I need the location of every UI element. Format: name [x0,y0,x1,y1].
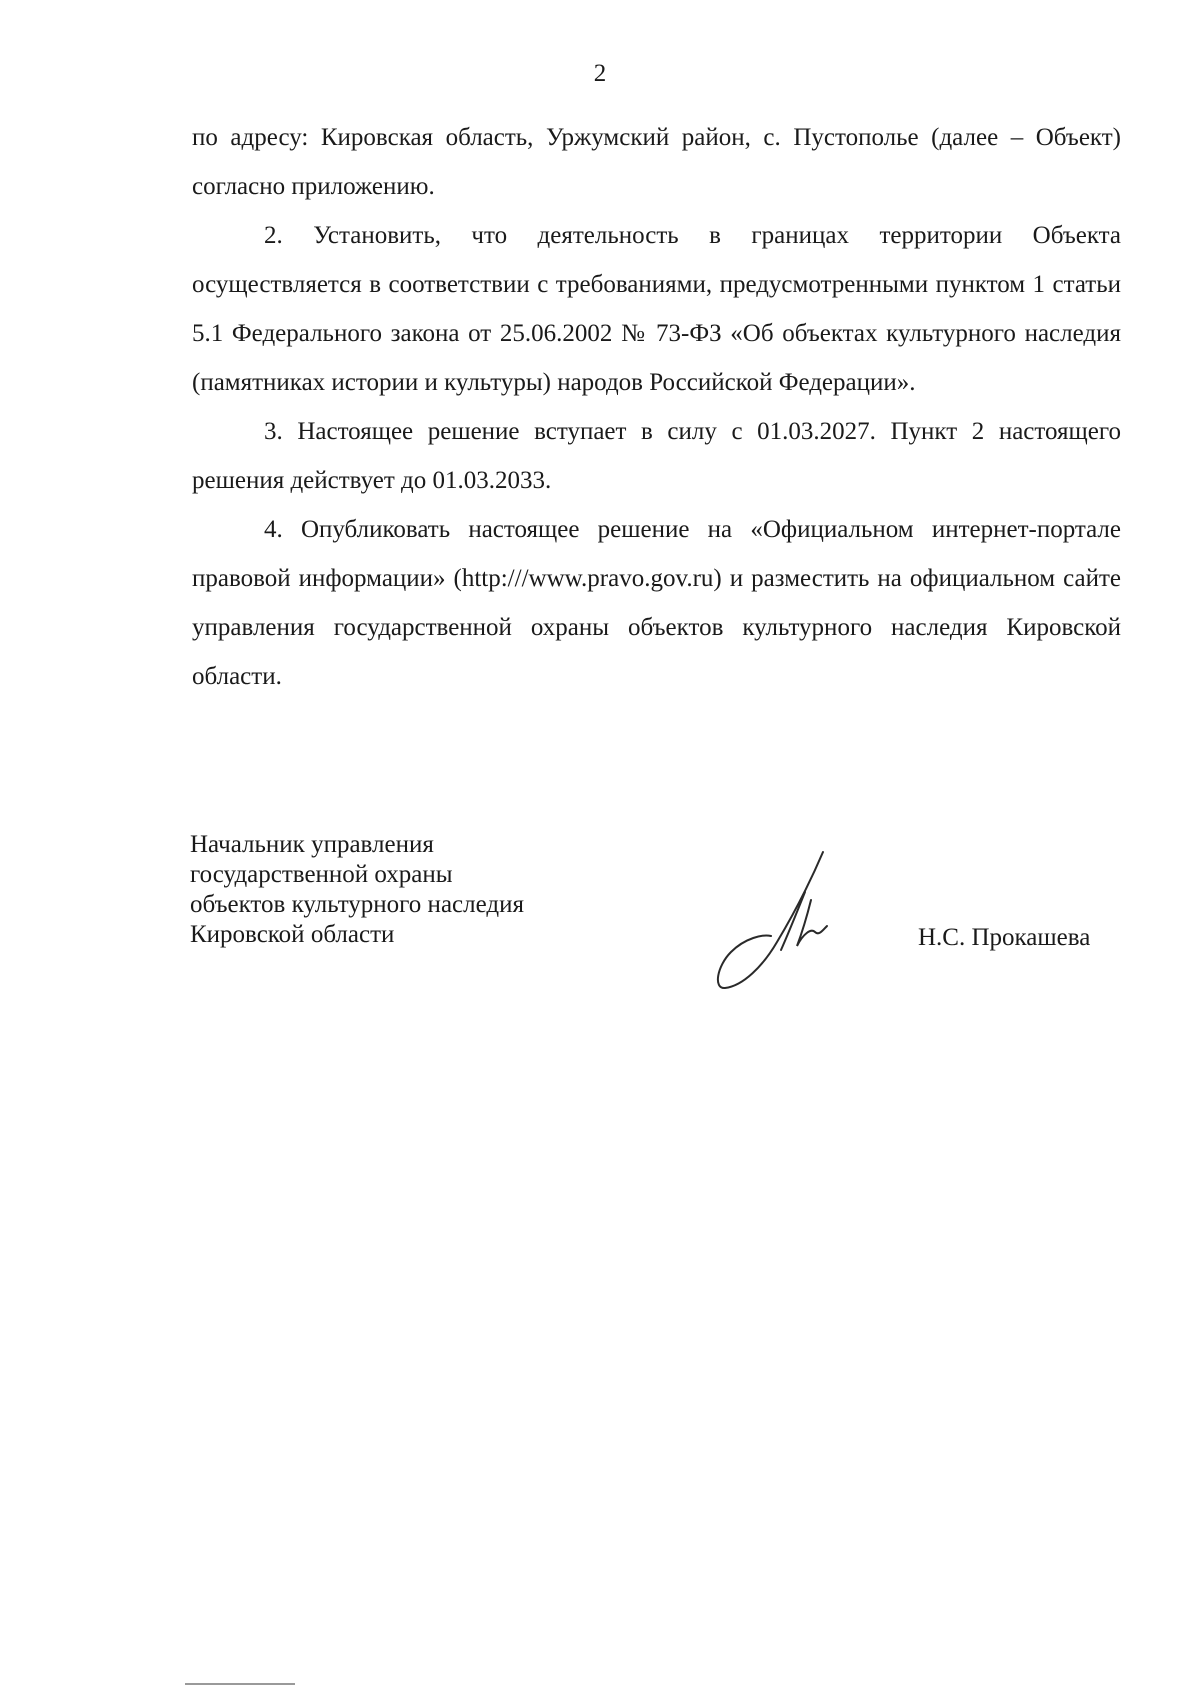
handwritten-signature [715,850,840,990]
signer-name: Н.С. Прокашева [918,924,1091,951]
signatory-title-line: Кировской области [190,921,395,948]
signatory-title [190,830,524,950]
scan-edge-mark [185,1683,295,1688]
signatory-title-line: государственной охраны [190,861,453,888]
document-body [192,113,1121,701]
signatory-title-line: Начальник управления [190,831,434,858]
page-number: 2 [593,60,607,87]
paragraph-address: по адресу: Кировская область, Уржумский район, с. Пустополье (далее – Объект) согласно приложению. [192,124,1121,200]
paragraph-item-3: 3. Настоящее решение вступает в силу с 01.03.2027. Пункт 2 настоящего решения действует до 01.03.2033. [192,418,1121,494]
signatory-title-line: объектов культурного наследия [190,891,524,918]
paragraph-item-2: 2. Установить, что деятельность в границах территории Объекта осуществляется в соответствии с требованиями, предусмотренными пунктом 1 статьи 5.1 Федерального закона от 25.06.2002 № 73-ФЗ «Об объектах культурного наследия (памятниках истории и культуры) народов Российской Федерации». [192,222,1121,396]
paragraph-item-4: 4. Опубликовать настоящее решение на «Официальном интернет-портале правовой информации» (http:///www.pravo.gov.ru) и разместить на официальном сайте управления государственной охраны объектов культурного наследия Кировской области. [192,516,1121,690]
